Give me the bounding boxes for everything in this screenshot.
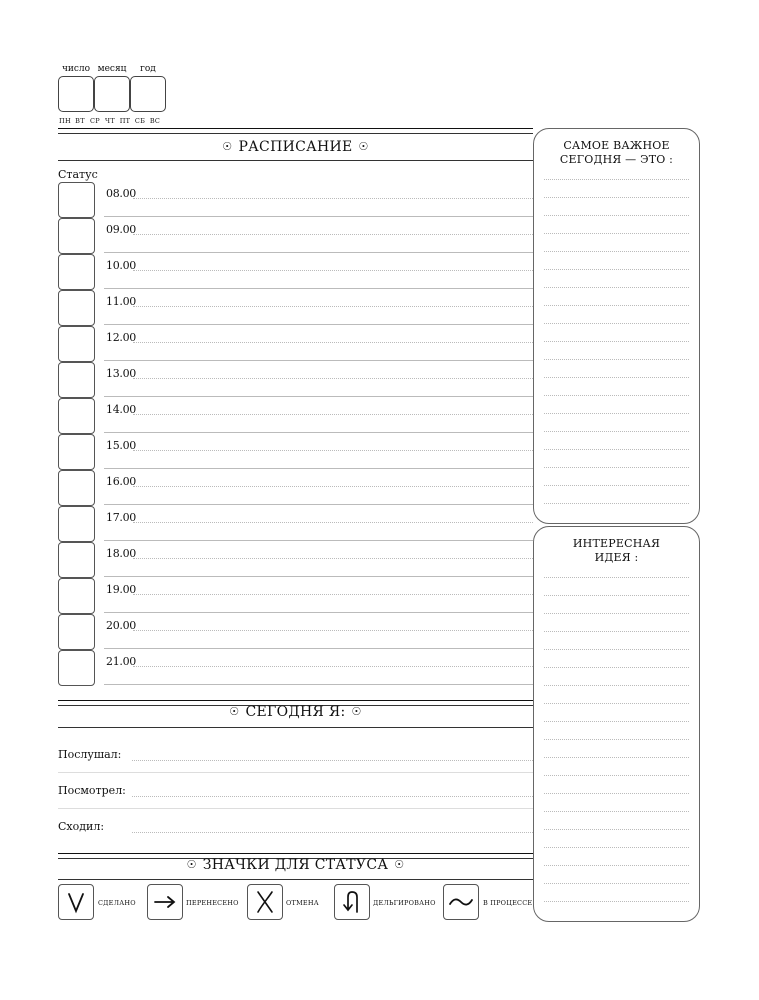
status-box[interactable] [58,218,95,254]
hour-time: 18.00 [106,547,136,560]
weekday-mon[interactable]: ПН [59,117,71,125]
write-line[interactable] [133,666,533,667]
panel-write-line[interactable] [544,631,689,632]
write-line[interactable] [133,306,533,307]
year-box[interactable] [130,76,166,112]
status-box[interactable] [58,434,95,470]
panel-write-line[interactable] [544,179,689,180]
write-line[interactable] [133,594,533,595]
delegated-label: ДЕЛЬГИРОВАНО [373,899,436,907]
row-divider [58,808,533,809]
panel-write-line[interactable] [544,251,689,252]
write-line[interactable] [133,198,533,199]
panel-write-line[interactable] [544,667,689,668]
hour-time: 16.00 [106,475,136,488]
hour-time: 15.00 [106,439,136,452]
panel-write-line[interactable] [544,649,689,650]
hour-row [58,433,533,469]
right-curl-icon: ☉ [351,705,362,718]
hour-row [58,541,533,577]
panel-write-line[interactable] [544,431,689,432]
cross-icon [247,884,283,920]
hour-time: 14.00 [106,403,136,416]
row-divider [104,684,533,685]
weekday-wed[interactable]: СР [90,117,100,125]
done-label: СДЕЛАНО [98,899,136,907]
today-title-text: СЕГОДНЯ Я: [245,704,346,720]
schedule-top-rule-thin [58,133,533,134]
cancel-label: ОТМЕНА [286,899,319,907]
month-label: месяц [97,64,127,74]
row-divider [58,772,533,773]
write-line[interactable] [133,234,533,235]
panel-write-line[interactable] [544,865,689,866]
hour-time: 08.00 [106,187,136,200]
hour-row [58,181,533,217]
weekday-sat[interactable]: СБ [134,117,146,125]
postponed-label: ПЕРЕНЕСЕНО [186,899,239,907]
panel-write-line[interactable] [544,359,689,360]
most-important-title-1: САМОЕ ВАЖНОЕ [563,139,670,152]
panel-write-line[interactable] [544,197,689,198]
hour-row [58,613,533,649]
panel-write-line[interactable] [544,811,689,812]
panel-write-line[interactable] [544,377,689,378]
hour-row [58,397,533,433]
write-line[interactable] [133,558,533,559]
today-top-rule [58,700,533,701]
hour-time: 17.00 [106,511,136,524]
legend-bottom-rule [58,879,533,880]
panel-write-line[interactable] [544,721,689,722]
hour-time: 20.00 [106,619,136,632]
panel-write-line[interactable] [544,613,689,614]
status-box[interactable] [58,254,95,290]
hour-row [58,361,533,397]
status-box[interactable] [58,326,95,362]
panel-write-line[interactable] [544,341,689,342]
status-box[interactable] [58,470,95,506]
watched-line[interactable] [132,796,533,797]
status-box[interactable] [58,182,95,218]
today-bottom-rule [58,727,533,728]
write-line[interactable] [133,270,533,271]
today-row-visited [58,820,533,840]
panel-write-line[interactable] [544,269,689,270]
panel-write-line[interactable] [544,703,689,704]
delegate-arrow-icon [334,884,370,920]
idea-title-1: ИНТЕРЕСНАЯ [572,537,661,550]
panel-write-line[interactable] [544,829,689,830]
panel-write-line[interactable] [544,215,689,216]
panel-write-line[interactable] [544,323,689,324]
weekday-sun[interactable]: ВС [149,117,161,125]
hour-row [58,469,533,505]
status-box[interactable] [58,542,95,578]
today-row-listened [58,748,533,768]
right-curl-icon: ☉ [394,858,405,871]
write-line[interactable] [133,522,533,523]
right-curl-icon: ☉ [358,140,369,153]
left-curl-icon: ☉ [222,140,233,153]
legend-title-text: ЗНАЧКИ ДЛЯ СТАТУСА [202,857,389,873]
today-title [58,704,533,720]
hour-row [58,577,533,613]
panel-write-line[interactable] [544,739,689,740]
watched-label: Посмотрел: [58,784,126,797]
hour-row [58,217,533,253]
listened-line[interactable] [132,760,533,761]
tilde-icon [443,884,479,920]
hour-time: 13.00 [106,367,136,380]
panel-write-line[interactable] [544,757,689,758]
panel-write-line[interactable] [544,503,689,504]
status-box[interactable] [58,290,95,326]
day-label: число [61,64,91,74]
panel-write-line[interactable] [544,775,689,776]
hour-time: 19.00 [106,583,136,596]
hour-time: 11.00 [106,295,136,308]
schedule-top-rule [58,128,533,129]
hour-row [58,505,533,541]
write-line[interactable] [133,414,533,415]
panel-write-line[interactable] [544,413,689,414]
hour-time: 10.00 [106,259,136,272]
hour-time: 09.00 [106,223,136,236]
hour-time: 12.00 [106,331,136,344]
status-box[interactable] [58,614,95,650]
panel-write-line[interactable] [544,467,689,468]
visited-label: Сходил: [58,820,105,833]
panel-write-line[interactable] [544,233,689,234]
year-label: год [140,64,156,74]
visited-line[interactable] [132,832,533,833]
panel-write-line[interactable] [544,449,689,450]
status-box[interactable] [58,398,95,434]
weekday-thu[interactable]: ЧТ [105,117,115,125]
panel-write-line[interactable] [544,901,689,902]
status-box[interactable] [58,578,95,614]
schedule-bottom-rule [58,160,533,161]
most-important-panel [533,128,700,524]
write-line[interactable] [133,630,533,631]
hour-row [58,325,533,361]
hour-row [58,253,533,289]
panel-write-line[interactable] [544,793,689,794]
left-curl-icon: ☉ [229,705,240,718]
status-box[interactable] [58,362,95,398]
idea-title-2: ИДЕЯ : [594,551,639,564]
idea-panel [533,526,700,922]
hour-time: 21.00 [106,655,136,668]
panel-write-line[interactable] [544,577,689,578]
panel-write-line[interactable] [544,685,689,686]
status-box[interactable] [58,506,95,542]
today-row-watched [58,784,533,804]
schedule-title [58,139,533,155]
panel-write-line[interactable] [544,883,689,884]
check-v-icon [58,884,94,920]
panel-write-line[interactable] [544,485,689,486]
status-label: Статус [58,168,98,181]
write-line[interactable] [133,486,533,487]
listened-label: Послушал: [58,748,122,761]
panel-write-line[interactable] [544,595,689,596]
write-line[interactable] [133,378,533,379]
panel-write-line[interactable] [544,305,689,306]
panel-write-line[interactable] [544,847,689,848]
schedule-title-text: РАСПИСАНИЕ [238,139,353,155]
write-line[interactable] [133,450,533,451]
write-line[interactable] [133,342,533,343]
in-progress-label: В ПРОЦЕССЕ [483,899,533,907]
most-important-title-2: СЕГОДНЯ — ЭТО : [559,153,674,166]
day-box[interactable] [58,76,94,112]
legend-top-rule [58,853,533,854]
month-box[interactable] [94,76,130,112]
hour-row [58,289,533,325]
left-curl-icon: ☉ [186,858,197,871]
arrow-right-icon [147,884,183,920]
status-box[interactable] [58,650,95,686]
legend-title [58,857,533,873]
weekday-tue[interactable]: ВТ [75,117,85,125]
weekday-fri[interactable]: ПТ [119,117,131,125]
hour-row [58,649,533,685]
panel-write-line[interactable] [544,287,689,288]
panel-write-line[interactable] [544,395,689,396]
